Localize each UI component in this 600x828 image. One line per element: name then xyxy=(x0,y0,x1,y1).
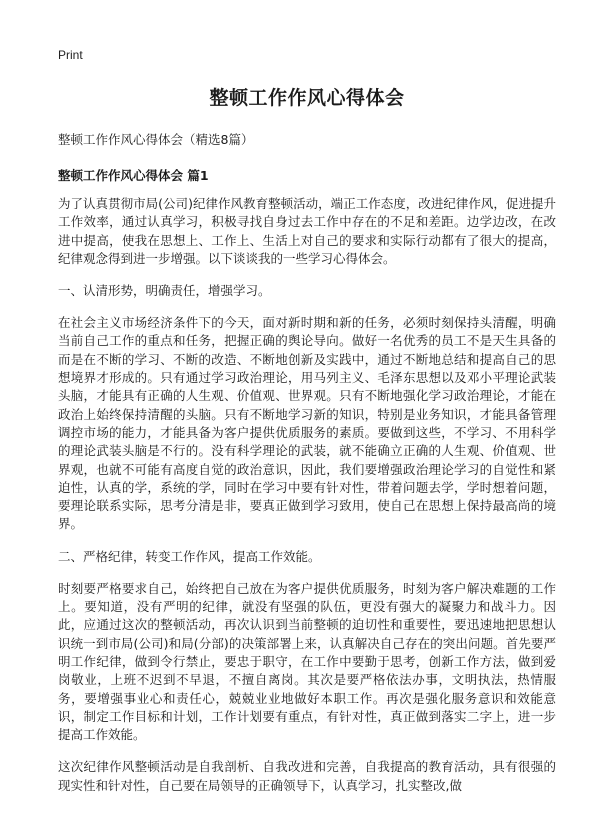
document-subtitle: 整顿工作作风心得体会（精选8篇） xyxy=(58,132,254,147)
body-paragraph-1: 在社会主义市场经济条件下的今天，面对新时期和新的任务，必须时刻保持头清醒，明确当前自己工作的重点和任务，把握正确的舆论导向。做好一名优秀的员工不是天生具备的而是在不断的学习、不断的改造、不断地创新及实践中，通过不断地总结和提高自己的思想境界才形成的。只有通过学习政治理论，用马列主义、毛泽东思想以及邓小平理论武装头脑，才能具有正确的人生观、价值观、世界观。只有不断地强化学习政治理论，才能在政治上始终保持清醒的头脑。只有不断地学习新的知识，特别是业务知识，才能具备管理调控市场的能力，才能具备为客户提供优质服务的素质。要做到这些，不学习、不用科学的理论武装头脑是不行的。没有科学理论的武装，就不能确立正确的人生观、价值观、世界观，也就不可能有高度自觉的政治意识，因此，我们要增强政治理论学习的自觉性和紧迫性，认真的学，系统的学，同时在学习中要有针对性，带着问题去学，学时想着问题，要理论联系实际，思考分清是非，要真正做到学习致用，使自己在思想上保持最高尚的境界。 xyxy=(58,315,556,532)
print-link[interactable]: Print xyxy=(58,48,83,62)
point-heading-2: 二、严格纪律，转变工作作风，提高工作效能。 xyxy=(58,548,321,564)
intro-paragraph: 为了认真贯彻市局(公司)纪律作风教育整顿活动，端正工作态度，改进纪律作风，促进提升工作效率，通过认真学习，积极寻找自身过去工作中存在的不足和差距。边学边改，在改进中提高，使我在思想上、工作上、生活上对自己的要求和实际行动都有了很大的提高，纪律观念得到进一步增强。以下谈谈我的一些学习心得体会。 xyxy=(58,196,556,266)
section-heading: 整顿工作作风心得体会 篇1 xyxy=(58,168,209,183)
page-title: 整顿工作作风心得体会 xyxy=(209,87,405,109)
point-heading-1: 一、认清形势，明确责任，增强学习。 xyxy=(58,283,271,299)
body-paragraph-3: 这次纪律作风整顿活动是自我剖析、自我改进和完善，自我提高的教育活动，具有很强的现实性和针对性，自己要在局领导的正确领导下，认真学习，扎实整改,做 xyxy=(58,759,556,793)
body-paragraph-2: 时刻要严格要求自己，始终把自己放在为客户提供优质服务，时刻为客户解决难题的工作上。要知道，没有严明的纪律，就没有坚强的队伍，更没有强大的凝聚力和战斗力。因此，应通过这次的整顿活动，再次认识到当前整顿的迫切性和重要性，要迅速地把思想认识统一到市局(公司)和局(分部)的决策部署上来，认真解决自己存在的突出问题。首先要严明工作纪律，做到令行禁止，要忠于职守，在工作中要勤于思考，创新工作方法，做到爱岗敬业，上班不迟到不早退，不擅自离岗。其次是要严格依法办事，文明执法，热情服务，要增强事业心和责任心，兢兢业业地做好本职工作。再次是强化服务意识和效能意识，制定工作目标和计划，工作计划要有重点，有针对性，真正做到落实二字上，进一步提高工作效能。 xyxy=(58,580,556,743)
